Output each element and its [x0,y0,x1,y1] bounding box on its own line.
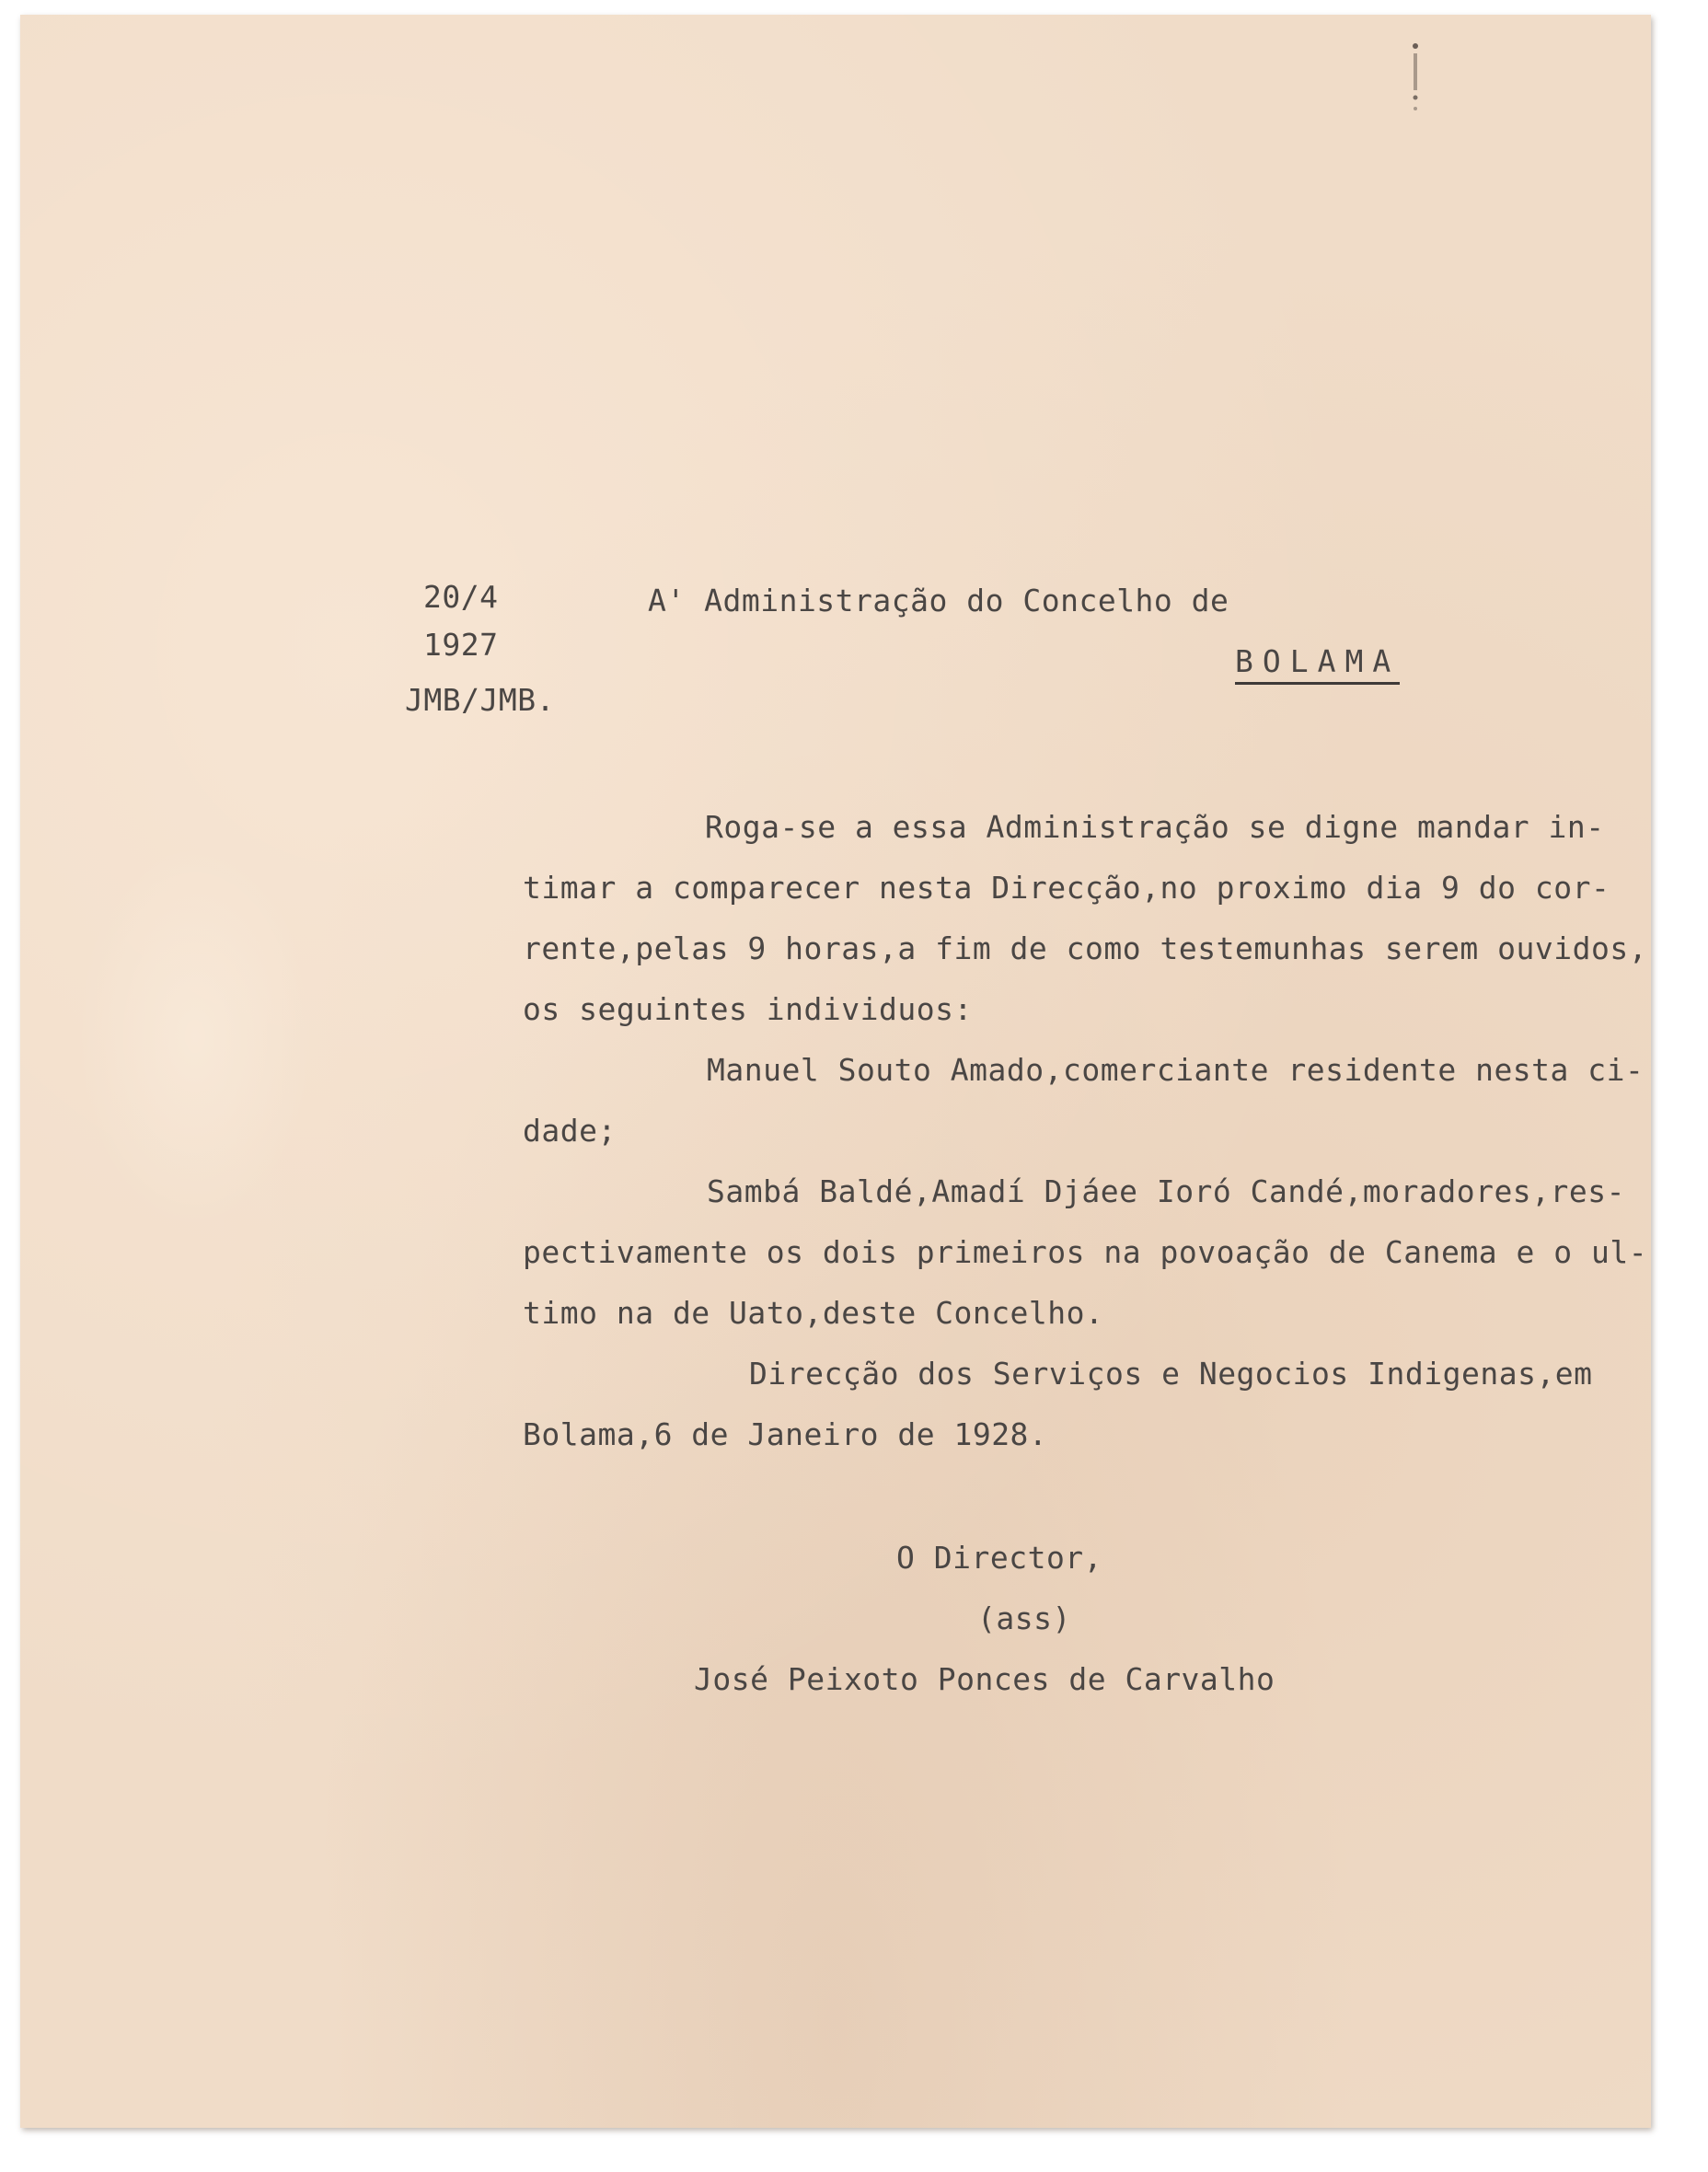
reference-number: 20/4 [423,579,499,615]
body-line: Direcção dos Serviços e Negocios Indigenas,em [749,1356,1593,1392]
recipient-city: BOLAMA [1235,646,1400,685]
reference-initials: JMB/JMB. [405,682,555,718]
signature-note: (ass) [977,1600,1071,1636]
body-line: rente,pelas 9 horas,a fim de como testemunhas serem ouvidos, [523,930,1648,966]
paper-fold-highlight [75,843,315,1230]
reference-year: 1927 [423,627,499,663]
body-line: dade; [523,1113,617,1149]
body-line: os seguintes individuos: [523,991,973,1027]
recipient-line: A' Administração do Concelho de [648,583,1229,618]
letter-page [20,15,1651,2128]
signature-title: O Director, [896,1540,1103,1576]
signature-name: José Peixoto Ponces de Carvalho [694,1661,1275,1697]
body-line: Sambá Baldé,Amadí Djáee Ioró Candé,moradores,res- [707,1173,1626,1209]
body-line: Roga-se a essa Administração se digne mandar in- [705,809,1605,845]
body-line: timar a comparecer nesta Direcção,no proximo dia 9 do cor- [523,870,1610,906]
perforation-mark-icon [1408,40,1423,123]
body-line: Bolama,6 de Janeiro de 1928. [523,1416,1048,1452]
body-line: pectivamente os dois primeiros na povoação de Canema e o ul- [523,1234,1648,1270]
body-line: Manuel Souto Amado,comerciante residente nesta ci- [707,1052,1645,1088]
body-line: timo na de Uato,deste Concelho. [523,1295,1104,1331]
